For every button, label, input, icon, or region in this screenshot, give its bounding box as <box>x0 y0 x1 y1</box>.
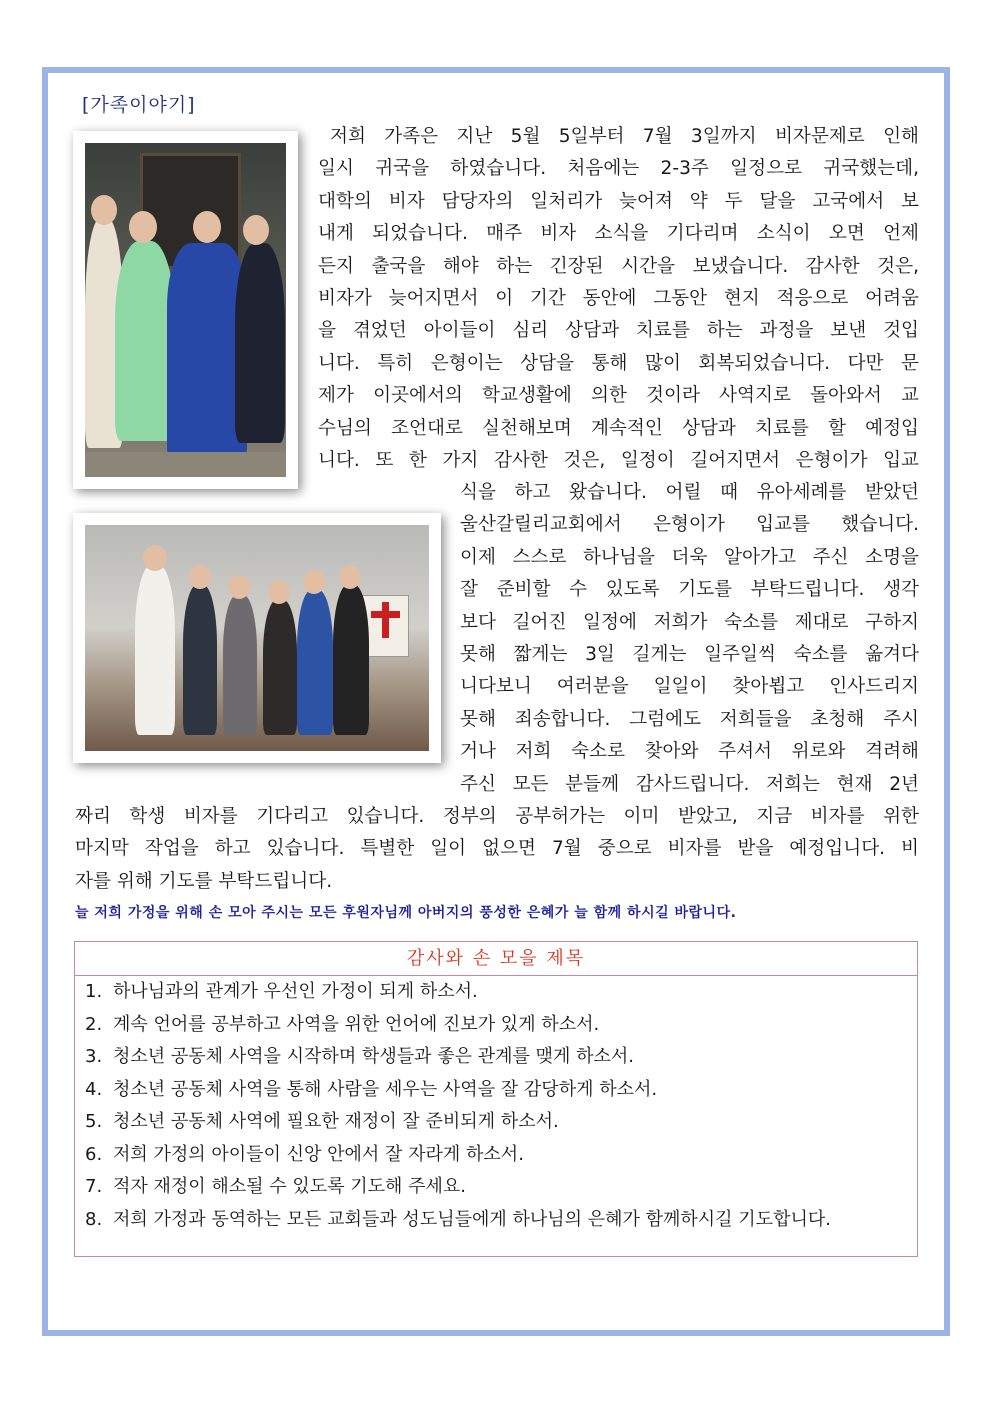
person-head <box>339 565 361 589</box>
story-block-full <box>75 801 919 898</box>
story-line: 못해 죄송합니다. 그럼에도 저희들을 초청해 주시 <box>460 708 919 730</box>
story-line: 식을 하고 왔습니다. 어릴 때 유아세례를 받았던 <box>460 482 919 503</box>
prayer-list <box>75 976 917 1236</box>
story-line: 니다. 또 한 가지 감사한 것은, 일정이 길어지면서 은형이가 입교 <box>318 450 919 472</box>
story-line: 일시 귀국을 하였습니다. 처음에는 2-3주 일정으로 귀국했는데, <box>318 158 919 180</box>
blessing-message: 늘 저희 가정을 위해 손 모아 주시는 모든 후원자님께 아버지의 풍성한 은혜가 늘 함께 하시길 바랍니다. <box>75 905 737 921</box>
person-shape <box>235 243 285 443</box>
story-block-top <box>318 121 919 477</box>
person-shape <box>263 600 297 735</box>
prayer-item: 8. 저희 가정과 동역하는 모든 교회들과 성도님들에게 하나님의 은혜가 함께하시길 기도합니다. <box>85 1208 831 1230</box>
story-line: 내게 되었습니다. 매주 비자 소식을 기다리며 소식이 오면 언제 <box>318 223 919 245</box>
story-line: 거나 저희 숙소로 찾아와 주셔서 위로와 격려해 <box>460 741 919 763</box>
story-line: 이제 스스로 하나님을 더욱 알아가고 주신 소명을 <box>460 546 919 568</box>
person-head <box>129 211 157 243</box>
prayer-item: 3. 청소년 공동체 사역을 시작하며 학생들과 좋은 관계를 맺게 하소서. <box>85 1046 634 1067</box>
story-line: 짜리 학생 비자를 기다리고 있습니다. 정부의 공부허가는 이미 받았고, 지금 비자를 위한 <box>75 806 919 827</box>
story-line: 마지막 작업을 하고 있습니다. 특별한 일이 없으면 7월 중으로 비자를 받을 예정입니다. 비 <box>75 838 919 860</box>
story-line: 을 겪었던 아이들이 심리 상담과 치료를 하는 과정을 보낸 것입 <box>318 320 919 342</box>
story-line: 못해 짧게는 3일 길게는 일주일씩 숙소를 옮겨다 <box>460 644 919 666</box>
story-line: 수님의 조언대로 실천해보며 계속적인 상담과 치료를 할 예정입 <box>318 417 919 439</box>
prayer-title: 감사와 손 모을 제목 <box>75 942 917 976</box>
church-confirmation-photo <box>73 513 441 763</box>
story-line: 저희 가족은 지난 5월 5일부터 7월 3일까지 비자문제로 인해 <box>330 126 919 147</box>
story-line: 니다보니 여러분을 일일이 찾아뵙고 인사드리지 <box>460 676 919 698</box>
person-shape <box>223 595 257 735</box>
person-shape <box>115 241 175 441</box>
prayer-item: 2. 계속 언어를 공부하고 사역을 위한 언어에 진보가 있게 하소서. <box>85 1013 600 1035</box>
person-head <box>268 580 290 604</box>
story-line: 잘 준비할 수 있도록 기도를 부탁드립니다. 생각 <box>460 579 919 601</box>
photo-image <box>85 525 429 751</box>
story-line: 비자가 늦어지면서 이 기간 동안에 그동안 현지 적응으로 어려움 <box>318 288 919 310</box>
prayer-item: 7. 적자 재정이 해소될 수 있도록 기도해 주세요. <box>85 1176 467 1197</box>
prayer-requests-box <box>74 941 918 1257</box>
person-head <box>143 545 167 571</box>
person-shape <box>297 590 333 735</box>
family-hanbok-photo <box>73 131 298 489</box>
story-block-mid <box>460 477 919 801</box>
story-line: 자를 위해 기도를 부탁드립니다. <box>75 870 333 892</box>
prayer-item: 5. 청소년 공동체 사역에 필요한 재정이 잘 준비되게 하소서. <box>85 1111 559 1132</box>
prayer-item: 6. 저희 가정의 아이들이 신앙 안에서 잘 자라게 하소서. <box>85 1143 524 1165</box>
prayer-item: 1. 하나님과의 관계가 우선인 가정이 되게 하소서. <box>85 981 478 1002</box>
cross-banner-shape <box>362 595 409 657</box>
person-shape <box>135 565 175 735</box>
person-head <box>243 215 269 245</box>
story-line: 든지 출국을 해야 하는 긴장된 시간을 보냈습니다. 감사한 것은, <box>318 255 919 277</box>
person-head <box>193 211 221 243</box>
section-title: [가족이야기] <box>82 94 196 116</box>
person-head <box>303 570 325 594</box>
prayer-item: 4. 청소년 공동체 사역을 통해 사람을 세우는 사역을 잘 감당하게 하소서. <box>85 1078 658 1100</box>
story-line: 보다 길어진 일정에 저희가 숙소를 제대로 구하지 <box>460 611 919 633</box>
story-line: 울산갈릴리교회에서 은형이가 입교를 했습니다. <box>460 514 919 536</box>
story-line: 대학의 비자 담당자의 일처리가 늦어져 약 두 달을 고국에서 보 <box>318 190 919 212</box>
floor-shape <box>85 452 286 477</box>
person-head <box>91 195 117 225</box>
person-shape <box>183 585 217 735</box>
story-line: 니다. 특히 은형이는 상담을 통해 많이 회복되었습니다. 다만 문 <box>318 352 919 374</box>
person-head <box>189 565 211 589</box>
photo-image <box>85 143 286 477</box>
person-shape <box>333 585 369 735</box>
person-head <box>228 575 250 599</box>
story-line: 제가 이곳에서의 학교생활에 의한 것이라 사역지로 돌아와서 교 <box>318 385 919 407</box>
story-line: 주신 모든 분들께 감사드립니다. 저희는 현재 2년 <box>460 773 919 795</box>
